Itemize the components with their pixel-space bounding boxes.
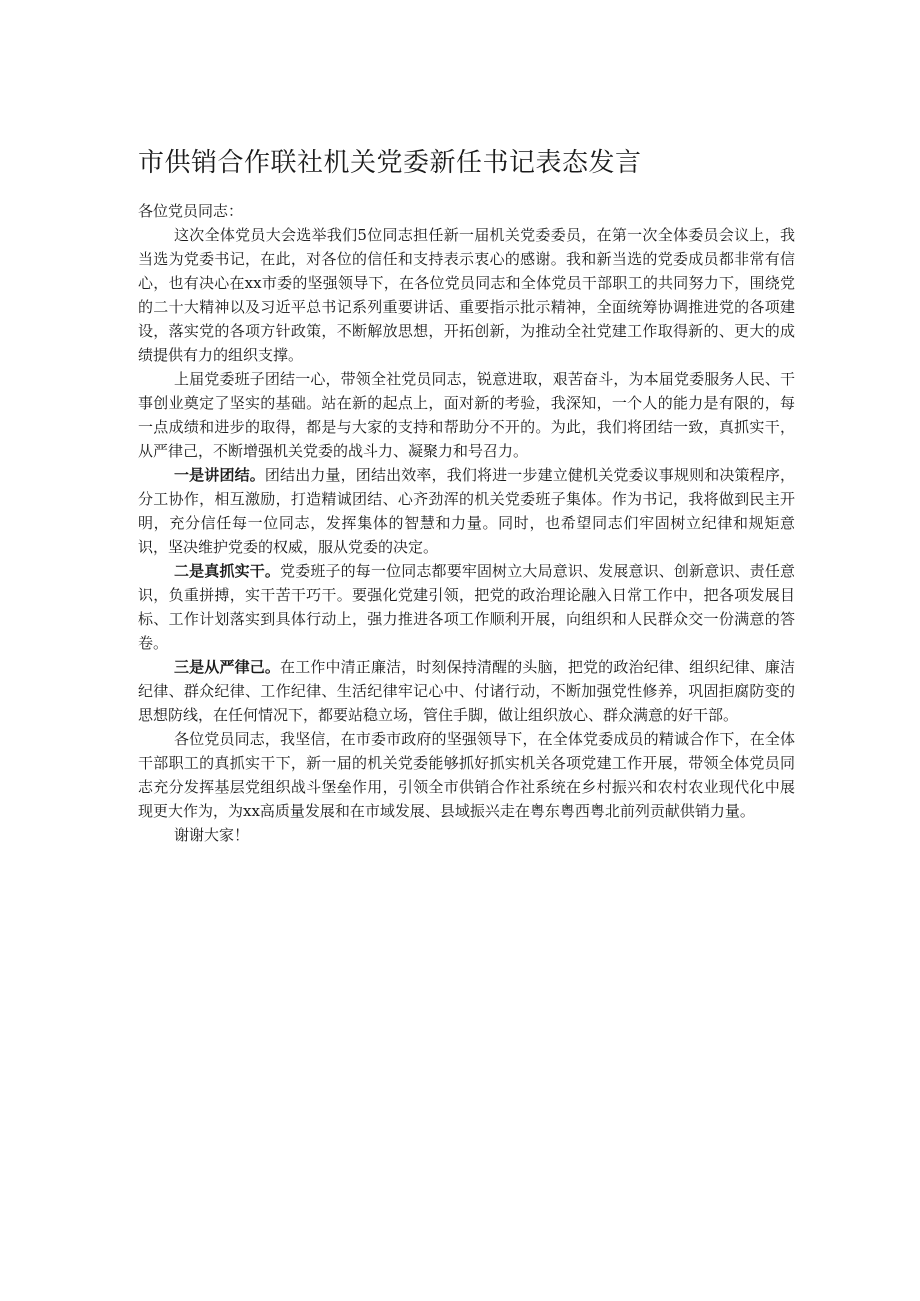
document-title: 市供销合作联社机关党委新任书记表态发言: [138, 148, 642, 178]
paragraph-text: 各位党员同志，我坚信，在市委市政府的坚强领导下，在全体党委成员的精诚合作下，在全体干部职工的真抓实干下，新一届的机关党委能够抓好抓实机关各项党建工作开展，带领全体党员同志充分发挥基层党组织战斗堡垒作用，引领全市供销合作社系统在乡村振兴和农村农业现代化中展现更大作为，为xx高质量发展和在市域发展、县域振兴走在粤东粤西粤北前列贡献供销力量。: [138, 730, 795, 820]
paragraph-opening: [138, 223, 795, 367]
document-body: [138, 199, 795, 847]
paragraph-hard-work: [138, 559, 795, 655]
paragraph-lead: 一是讲团结。: [174, 466, 265, 484]
paragraph-text: 党委班子的每一位同志都要牢固树立大局意识、发展意识、创新意识、责任意识，负重拼搏，实干苦干巧干。要强化党建引领，把党的政治理论融入日常工作中，把各项发展目标、工作计划落实到具体行动上，强力推进各项工作顺利开展，向组织和人民群众交一份满意的答卷。: [138, 562, 795, 652]
paragraph-lead: 二是真抓实干。: [174, 562, 281, 580]
paragraph-text: 在工作中清正廉洁，时刻保持清醒的头脑，把党的政治纪律、组织纪律、廉洁纪律、群众纪律、工作纪律、生活纪律牢记心中、付诸行动，不断加强党性修养，巩固拒腐防变的思想防线，在任何情况下，都要站稳立场，管住手脚，做让组织放心、群众满意的好干部。: [138, 658, 795, 724]
paragraph-text: 谢谢大家！: [174, 826, 250, 844]
paragraph-thanks: [138, 823, 795, 847]
paragraph-closing: [138, 727, 795, 823]
paragraph-commitment: [138, 367, 795, 463]
paragraph-unity: [138, 463, 795, 559]
salutation: 各位党员同志：: [138, 202, 244, 220]
paragraph-text: 上届党委班子团结一心，带领全社党员同志，锐意进取，艰苦奋斗，为本届党委服务人民、干事创业奠定了坚实的基础。站在新的起点上，面对新的考验，我深知，一个人的能力是有限的，每一点成绩和进步的取得，都是与大家的支持和帮助分不开的。为此，我们将团结一致，真抓实干，从严律己，不断增强机关党委的战斗力、凝聚力和号召力。: [138, 370, 795, 460]
paragraph-text: 团结出力量，团结出效率，我们将进一步建立健机关党委议事规则和决策程序，分工协作，相互激励，打造精诚团结、心齐劲浑的机关党委班子集体。作为书记，我将做到民主开明，充分信任每一位同志，发挥集体的智慧和力量。同时，也希望同志们牢固树立纪律和规矩意识，坚决维护党委的权威，服从党委的决定。: [138, 466, 795, 556]
paragraph-lead: 三是从严律己。: [174, 658, 281, 676]
paragraph-text: 这次全体党员大会选举我们5位同志担任新一届机关党委委员，在第一次全体委员会议上，我当选为党委书记，在此，对各位的信任和支持表示衷心的感谢。我和新当选的党委成员都非常有信心，也有决心在xx市委的坚强领导下，在各位党员同志和全体党员干部职工的共同努力下，围绕党的二十大精神以及习近平总书记系列重要讲话、重要指示批示精神，全面统筹协调推进党的各项建设，落实党的各项方针政策，不断解放思想，开拓创新，为推动全社党建工作取得新的、更大的成绩提供有力的组织支撑。: [138, 226, 795, 364]
paragraph-self-discipline: [138, 655, 795, 727]
